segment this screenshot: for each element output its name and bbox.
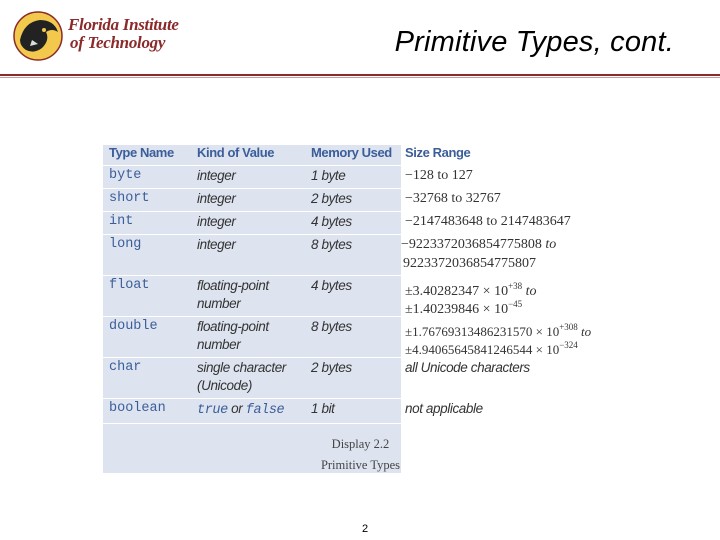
- row-separator: [103, 398, 401, 399]
- slide-title: Primitive Types, cont.: [394, 26, 674, 58]
- fit-logo: [12, 10, 182, 64]
- memory-used: 8 bytes: [311, 237, 352, 252]
- memory-used: 2 bytes: [311, 360, 352, 375]
- header-type-name: Type Name: [109, 145, 174, 160]
- logo-wordmark: Florida Institute of Technology: [68, 15, 179, 52]
- header-kind-of-value: Kind of Value: [197, 145, 275, 160]
- row-separator: [103, 234, 401, 235]
- header-memory-used: Memory Used: [311, 145, 392, 160]
- size-range-line2: $\pm 1.40239846 \times 10^{-45}$: [405, 299, 523, 317]
- kind-of-value-line2: (Unicode): [197, 378, 252, 393]
- kind-of-value: integer: [197, 237, 236, 252]
- kind-of-value-line1: floating-point: [197, 319, 269, 334]
- type-name: char: [109, 360, 142, 375]
- size-range-line1: $\pm 1.76769313486231570 \times 10^{+308}$ to: [405, 322, 592, 339]
- title-divider: [0, 74, 720, 76]
- panther-seal-icon: [12, 10, 64, 62]
- memory-used: 4 bytes: [311, 214, 352, 229]
- figure-caption-number: Display 2.2: [331, 437, 390, 451]
- type-name: long: [109, 237, 142, 252]
- type-name: byte: [109, 168, 142, 183]
- kind-of-value: true or false: [197, 401, 285, 418]
- figure-caption-title: Primitive Types: [320, 458, 401, 472]
- title-divider-shadow: [0, 77, 720, 78]
- memory-used: 1 bit: [311, 401, 335, 416]
- memory-used: 4 bytes: [311, 278, 352, 293]
- kind-of-value: integer: [197, 168, 236, 183]
- row-separator: [103, 357, 401, 358]
- type-name: int: [109, 214, 134, 229]
- kind-of-value: integer: [197, 191, 236, 206]
- page-number: 2: [362, 523, 369, 535]
- type-name: short: [109, 191, 150, 206]
- size-range: −32768 to 32767: [405, 191, 501, 206]
- type-name: boolean: [109, 401, 166, 416]
- row-separator: [103, 211, 401, 212]
- kind-of-value-line2: number: [197, 296, 241, 311]
- memory-used: 8 bytes: [311, 319, 352, 334]
- size-range: not applicable: [405, 401, 483, 416]
- size-range-line1: −9223372036854775808 to: [401, 237, 557, 252]
- kind-of-value-line1: floating-point: [197, 278, 269, 293]
- size-range: −128 to 127: [405, 168, 473, 183]
- size-range-line2: 9223372036854775807: [403, 256, 536, 271]
- header-size-range: Size Range: [405, 145, 471, 160]
- size-range-line2: $\pm 4.94065645841246544 \times 10^{-324}$: [405, 340, 578, 357]
- memory-used: 1 byte: [311, 168, 346, 183]
- row-separator: [103, 188, 401, 189]
- type-name: double: [109, 319, 158, 334]
- row-separator: [103, 423, 401, 424]
- size-range: −2147483648 to 2147483647: [405, 214, 571, 229]
- table-header-row: [103, 145, 618, 165]
- row-separator: [103, 316, 401, 317]
- row-separator: [103, 275, 401, 276]
- row-separator: [103, 165, 401, 166]
- memory-used: 2 bytes: [311, 191, 352, 206]
- kind-of-value: integer: [197, 214, 236, 229]
- kind-of-value-line1: single character: [197, 360, 286, 375]
- primitive-types-table: [103, 145, 618, 473]
- size-range-line1: $\pm 3.40282347 \times 10^{+38}$ to: [405, 281, 537, 299]
- kind-of-value-line2: number: [197, 337, 241, 352]
- size-range: all Unicode characters: [405, 360, 530, 375]
- type-name: float: [109, 278, 150, 293]
